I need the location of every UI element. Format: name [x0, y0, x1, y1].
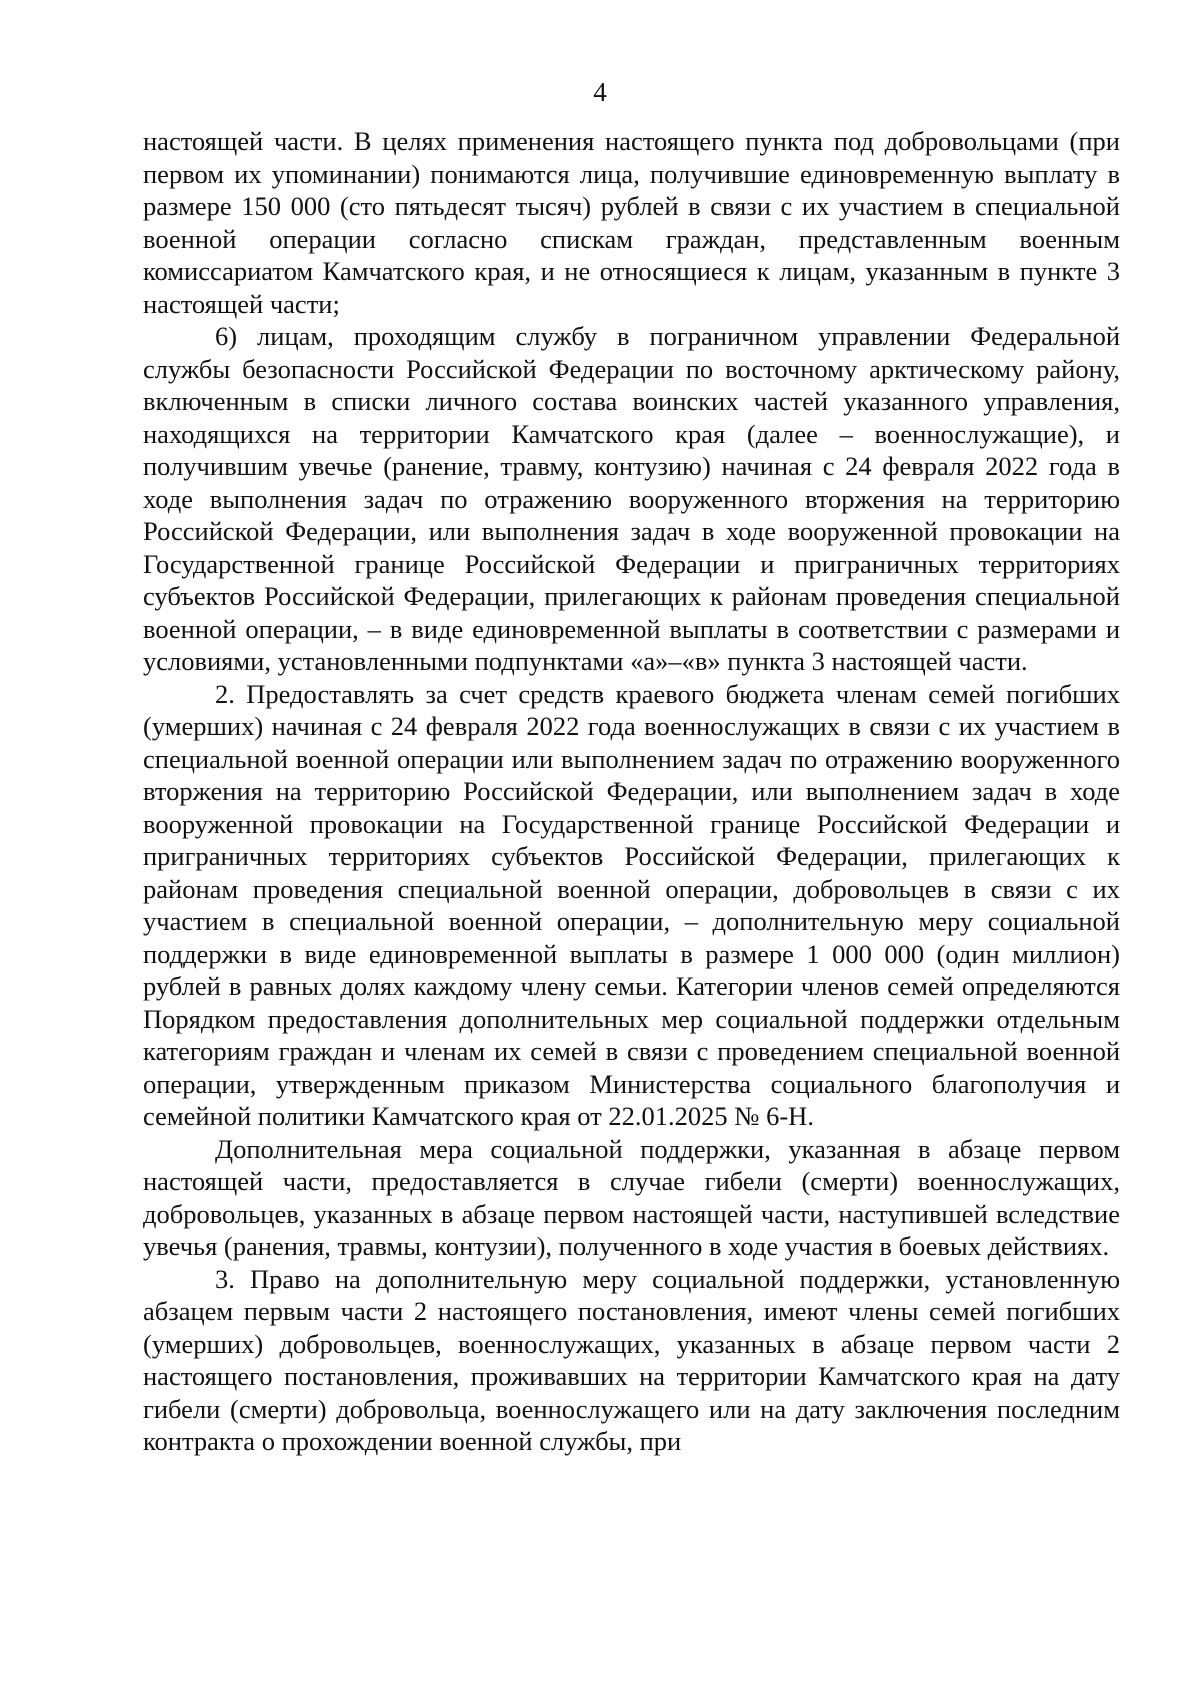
- paragraph-continuation: настоящей части. В целях применения настоящего пункта под добровольцами (при первом их упоминании) понимаются лица, получившие единовременную выплату в размере 150 000 (сто пятьдесят тысяч) рублей в связи с их участием в специальной военной операции согласно спискам граждан, представленным военным комиссариатом Камчатского края, и не относящиеся к лицам, указанным в пункте 3 настоящей части;: [143, 126, 1120, 319]
- paragraph-part-3: 3. Право на дополнительную меру социальной поддержки, установленную абзацем первым части 2 настоящего постановления, имеют члены семей погибших (умерших) добровольцев, военнослужащих, указанных в абзаце первом части 2 настоящего постановления, проживавших на территории Камчатского края на дату гибели (смерти) добровольца, военнослужащего или на дату заключения последним контракта о прохождении военной службы, при: [143, 1263, 1120, 1456]
- paragraph-part-2-second: Дополнительная мера социальной поддержки, указанная в абзаце первом настоящей части, предоставляется в случае гибели (смерти) военнослужащих, добровольцев, указанных в абзаце первом настоящей части, наступившей вследствие увечья (ранения, травмы, контузии), полученного в ходе участия в боевых действиях.: [143, 1133, 1120, 1261]
- paragraph-item-6: 6) лицам, проходящим службу в пограничном управлении Федеральной службы безопасности Российской Федерации по восточному арктическому району, включенным в списки личного состава воинских частей указанного управления, находящихся на территории Камчатского края (далее – военнослужащие), и получившим увечье (ранение, травму, контузию) начиная с 24 февраля 2022 года в ходе выполнения задач по отражению вооруженного вторжения на территорию Российской Федерации, или выполнения задач в ходе вооруженной провокации на Государственной границе Российской Федерации и приграничных территориях субъектов Российской Федерации, прилегающих к районам проведения специальной военной операции, – в виде единовременной выплаты в соответствии с размерами и условиями, установленными подпунктами «а»–«в» пункта 3 настоящей части.: [143, 321, 1120, 676]
- document-body: [143, 125, 1120, 1458]
- paragraph-part-2: 2. Предоставлять за счет средств краевого бюджета членам семей погибших (умерших) начиная с 24 февраля 2022 года военнослужащих в связи с их участием в специальной военной операции или выполнением задач по отражению вооруженного вторжения на территорию Российской Федерации, или выполнением задач в ходе вооруженной провокации на Государственной границе Российской Федерации и приграничных территориях субъектов Российской Федерации, прилегающих к районам проведения специальной военной операции, добровольцев в связи с их участием в специальной военной операции, – дополнительную меру социальной поддержки в виде единовременной выплаты в размере 1 000 000 (один миллион) рублей в равных долях каждому члену семьи. Категории членов семей определяются Порядком предоставления дополнительных мер социальной поддержки отдельным категориям граждан и членам их семей в связи с проведением специальной военной операции, утвержденным приказом Министерства социального благополучия и семейной политики Камчатского края от 22.01.2025 № 6-Н.: [143, 678, 1120, 1131]
- page-number: 4: [593, 77, 607, 107]
